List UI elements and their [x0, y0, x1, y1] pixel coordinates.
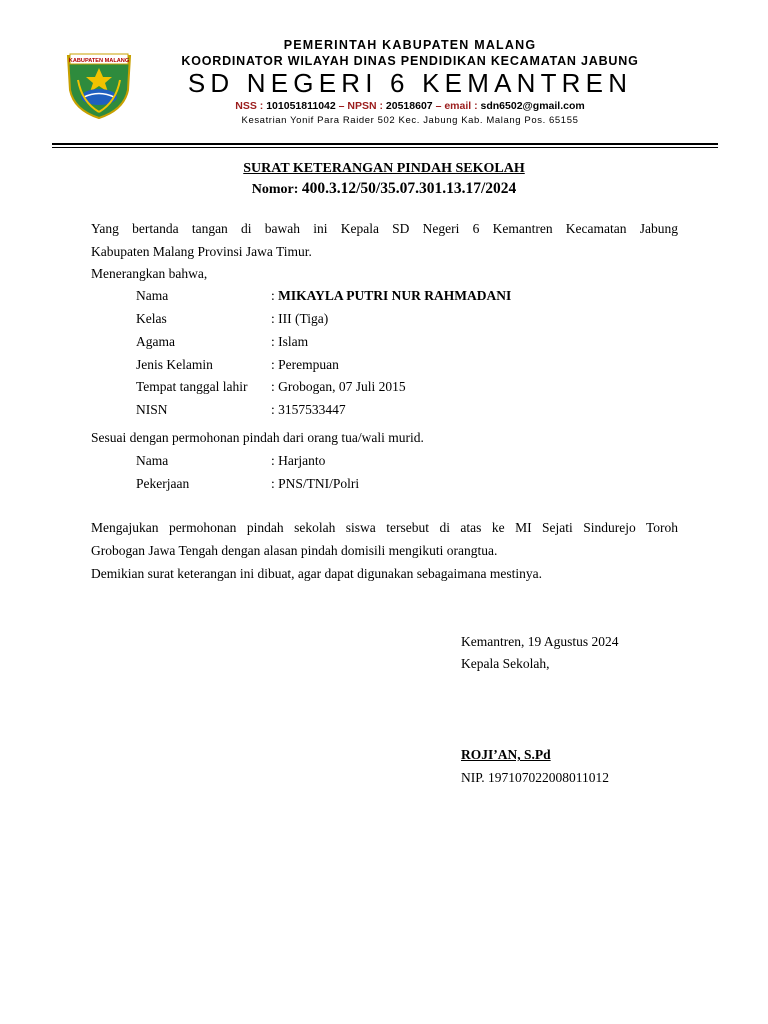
signatory-nip: NIP. 197107022008011012: [461, 770, 610, 785]
separator: –: [338, 100, 348, 112]
student-gender-label: Jenis Kelamin: [136, 357, 213, 372]
transfer-request-line1: Mengajukan permohonan pindah sekolah siswa tersebut di atas ke MI Sejati Sindurejo Toroh: [91, 520, 678, 535]
student-birth-label: Tempat tanggal lahir: [136, 379, 248, 394]
parent-name-value: : Harjanto: [271, 453, 326, 468]
student-nisn-label: NISN: [136, 402, 168, 417]
parent-job-value: : PNS/TNI/Polri: [271, 476, 360, 491]
nomor-label: Nomor:: [251, 182, 302, 197]
student-class-value: : III (Tiga): [271, 311, 329, 326]
government-name: PEMERINTAH KABUPATEN MALANG: [283, 38, 537, 52]
student-religion-label: Agama: [136, 334, 175, 349]
npsn-label: NPSN :: [347, 100, 383, 112]
student-religion-value: : Islam: [271, 334, 309, 349]
email-label: email :: [444, 100, 478, 112]
npsn-value: 20518607: [383, 100, 436, 112]
coordinator-name: KOORDINATOR WILAYAH DINAS PENDIDIKAN KECAMATAN JABUNG: [181, 54, 639, 68]
nomor-value: 400.3.12/50/35.07.301.13.17/2024: [301, 180, 517, 197]
transfer-request-line2: Grobogan Jawa Tengah dengan alasan pindah domisili mengikuti orangtua.: [91, 543, 498, 558]
nss-label: NSS :: [235, 100, 264, 112]
school-name: SD NEGERI 6 KEMANTREN: [187, 68, 633, 98]
student-name: : MIKAYLA PUTRI NUR RAHMADANI: [271, 288, 512, 303]
email-value: sdn6502@gmail.com: [477, 100, 585, 112]
letter-title: SURAT KETERANGAN PINDAH SEKOLAH: [243, 161, 525, 176]
menerangkan-text: Menerangkan bahwa,: [91, 266, 208, 281]
school-address: Kesatrian Yonif Para Raider 502 Kec. Jabung Kab. Malang Pos. 65155: [241, 115, 579, 126]
student-nisn-value: : 3157533447: [271, 402, 346, 417]
place-date: Kemantren, 19 Agustus 2024: [461, 634, 619, 649]
nss-value: 101051811042: [263, 100, 339, 112]
student-name-value: [271, 288, 511, 304]
regency-logo: [64, 50, 134, 120]
closing-statement: Demikian surat keterangan ini dibuat, agar dapat digunakan sebagaimana mestinya.: [91, 566, 542, 581]
separator: –: [435, 100, 445, 112]
letterhead-divider-thick: [52, 143, 718, 145]
signatory-name: ROJI’AN, S.Pd: [461, 747, 551, 762]
parent-name-label: Nama: [136, 453, 169, 468]
student-birth-value: : Grobogan, 07 Juli 2015: [271, 379, 406, 394]
student-gender-value: : Perempuan: [271, 357, 339, 372]
student-class-label: Kelas: [136, 311, 167, 326]
student-name-label: Nama: [136, 288, 169, 303]
letterhead-divider-thin: [52, 147, 718, 148]
request-source-text: Sesuai dengan permohonan pindah dari orang tua/wali murid.: [91, 430, 424, 445]
intro-paragraph-line1: Yang bertanda tangan di bawah ini Kepala SD Negeri 6 Kemantren Kecamatan Jabung: [91, 221, 678, 236]
letter-number: [0, 180, 768, 198]
school-identifiers: [150, 100, 670, 112]
logo-text: KABUPATEN MALANG: [68, 58, 130, 64]
parent-job-label: Pekerjaan: [136, 476, 190, 491]
intro-paragraph-line2: Kabupaten Malang Provinsi Jawa Timur.: [91, 244, 312, 259]
signatory-position: Kepala Sekolah,: [461, 656, 550, 671]
